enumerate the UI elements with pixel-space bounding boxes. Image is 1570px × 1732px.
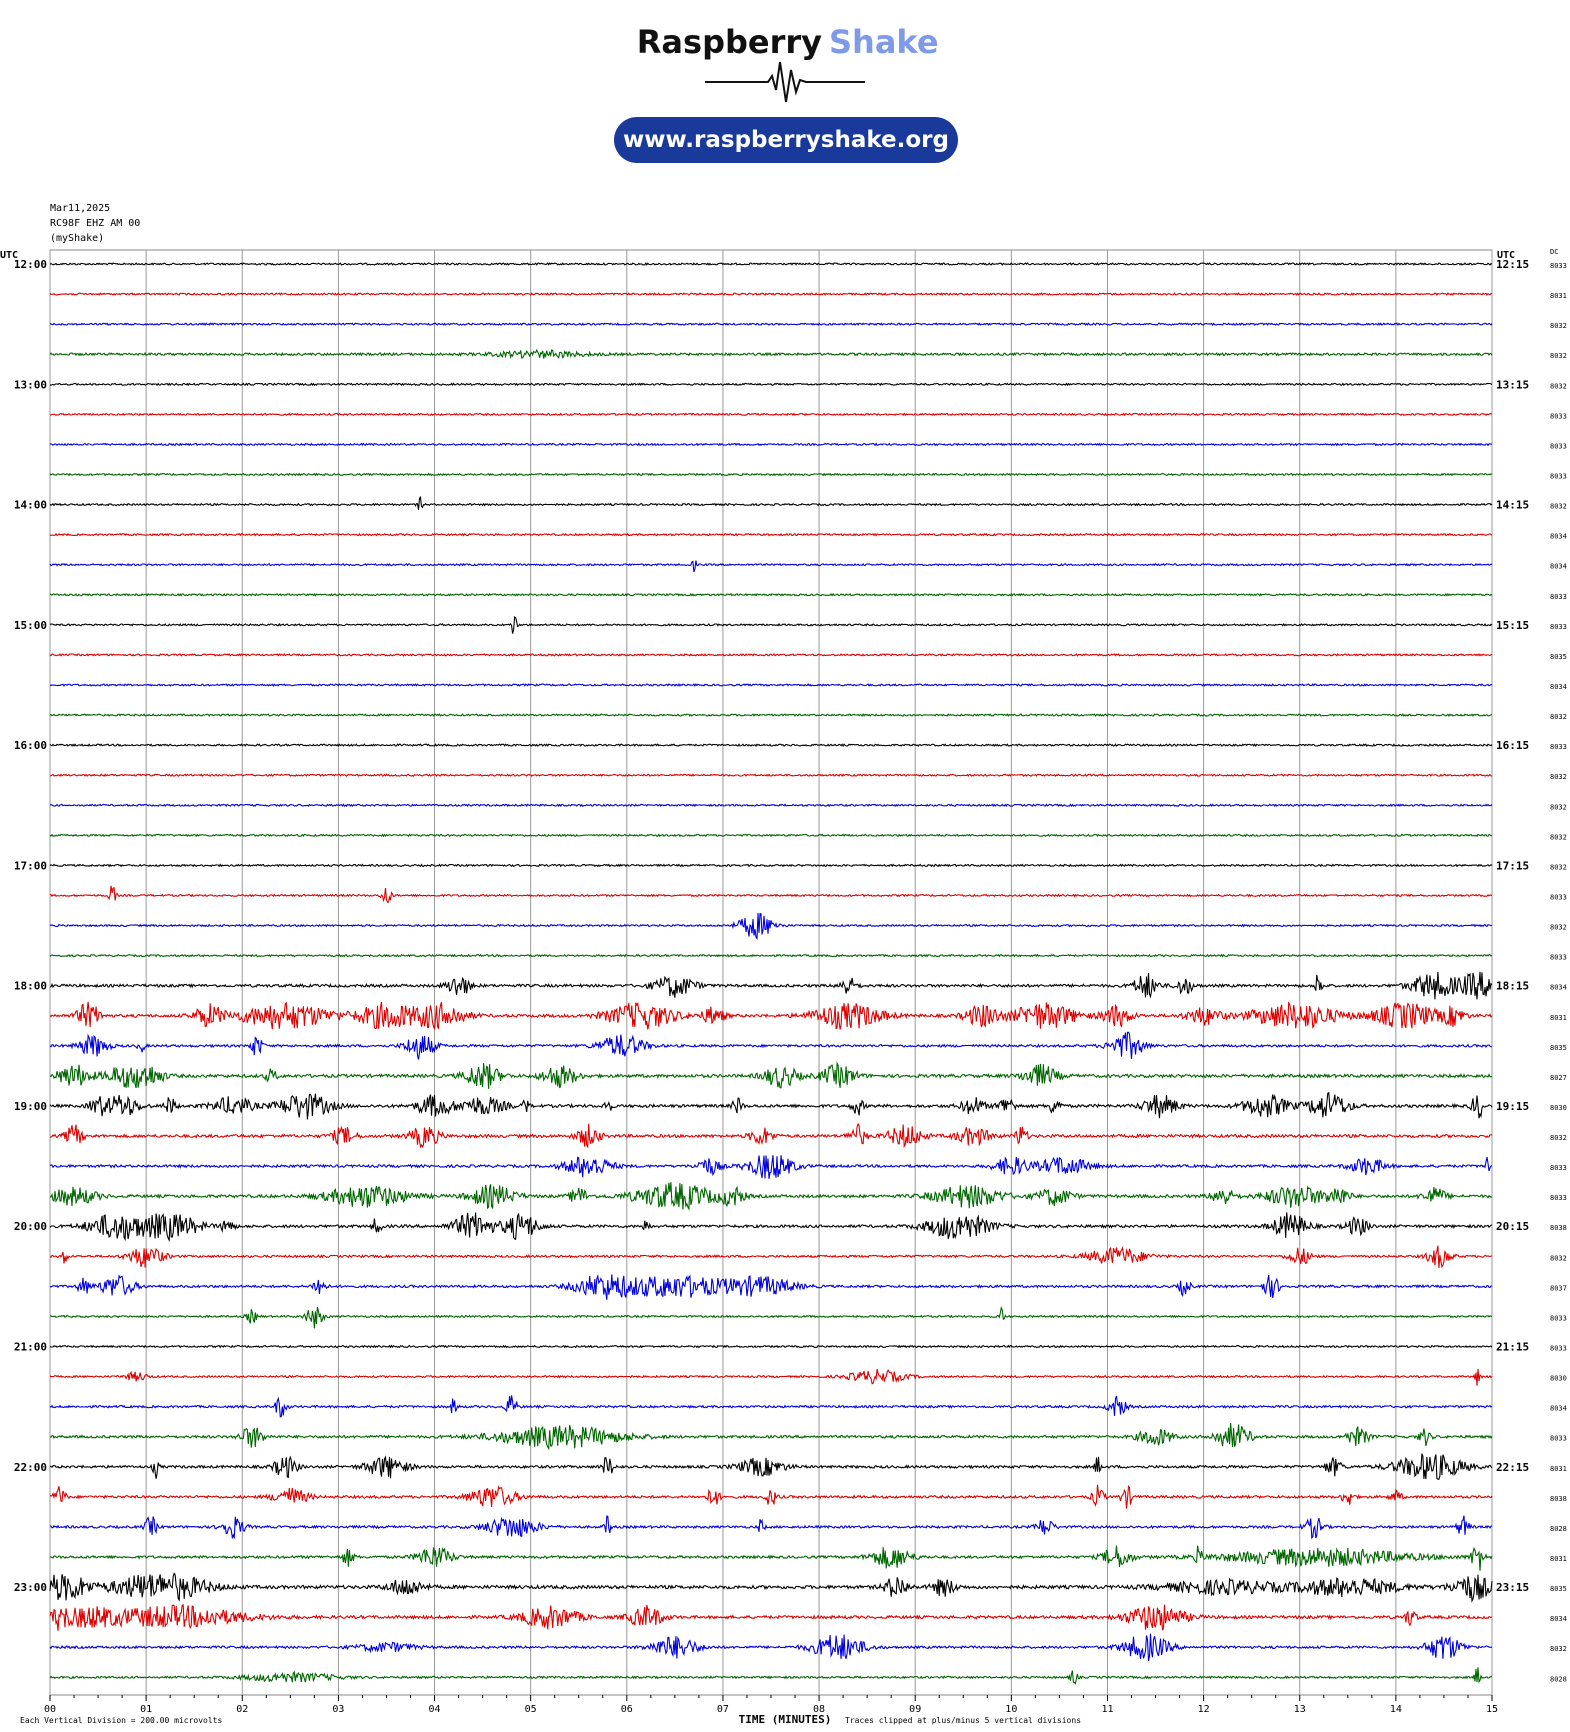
right-time-label: 23:15 (1496, 1581, 1530, 1595)
x-tick-label: 15 (1485, 1704, 1499, 1715)
dc-offset-label: 8033 (1550, 1194, 1567, 1203)
trace-row (50, 955, 1492, 957)
trace-row (50, 293, 1492, 295)
dc-offset-label: 8030 (1550, 1374, 1567, 1383)
brand-name-accent: Shake (829, 23, 939, 61)
left-time-label: 14:00 (13, 498, 47, 512)
trace-row (50, 1634, 1492, 1661)
dc-offset-label: 8031 (1550, 292, 1567, 301)
x-tick-label: 14 (1389, 1704, 1402, 1715)
dc-offset-label: 8034 (1550, 562, 1567, 571)
trace-row (50, 1063, 1492, 1089)
dc-offset-label: 8027 (1550, 1073, 1567, 1082)
trace-row (50, 497, 1492, 510)
trace-row (50, 865, 1492, 867)
dc-offset-label: 8033 (1550, 743, 1567, 752)
x-tick-label: 04 (428, 1704, 441, 1715)
dc-offset-label: 8038 (1550, 1224, 1567, 1233)
x-tick-label: 05 (524, 1704, 537, 1715)
brand-name-primary: Raspberry (636, 23, 822, 61)
dc-offset-label: 8033 (1550, 1344, 1567, 1353)
trace-row (50, 774, 1492, 776)
right-time-label: 21:15 (1496, 1340, 1530, 1354)
right-axis-title: UTC (1497, 250, 1516, 261)
x-tick-label: 01 (140, 1704, 153, 1715)
trace-row (50, 1246, 1492, 1268)
trace-row (50, 684, 1492, 686)
left-time-label: 23:00 (13, 1581, 47, 1595)
trace-row (50, 1667, 1492, 1683)
dc-offset-label: 8034 (1550, 983, 1567, 992)
right-time-label: 12:15 (1496, 258, 1530, 271)
clip-note: Traces clipped at plus/minus 5 vertical divisions (845, 1716, 1082, 1725)
left-time-label: 20:00 (13, 1220, 47, 1234)
trace-row (50, 1546, 1492, 1571)
helicorder-plot (0, 240, 1570, 1732)
trace-row (50, 1346, 1492, 1348)
x-tick-label: 12 (1197, 1704, 1210, 1715)
trace-row (50, 1573, 1492, 1600)
x-tick-label: 06 (620, 1704, 633, 1715)
dc-offset-label: 8034 (1550, 682, 1567, 691)
dc-offset-label: 8032 (1550, 352, 1567, 361)
trace-row (50, 1274, 1492, 1299)
left-time-label: 21:00 (13, 1340, 47, 1354)
dc-offset-label: 8031 (1550, 1464, 1567, 1473)
trace-row (50, 383, 1492, 385)
x-tick-label: 00 (43, 1704, 57, 1715)
dc-column-title: DC (1550, 248, 1559, 256)
x-tick-label: 03 (332, 1704, 345, 1715)
plot-frame (50, 250, 1492, 1695)
dc-offset-label: 8032 (1550, 773, 1567, 782)
trace-row (50, 1155, 1492, 1179)
trace-row (50, 1395, 1492, 1416)
seismogram-icon (705, 62, 865, 102)
trace-row (50, 834, 1492, 836)
right-time-label: 13:15 (1496, 378, 1530, 392)
dc-offset-label: 8038 (1550, 1494, 1567, 1503)
network-name: (myShake) (50, 233, 105, 244)
left-time-label: 16:00 (13, 739, 47, 753)
dc-offset-label: 8033 (1550, 953, 1567, 962)
recording-date: Mar11,2025 (50, 203, 111, 214)
dc-offset-label: 8034 (1550, 1615, 1567, 1624)
dc-offset-label: 8032 (1550, 803, 1567, 812)
dc-offset-label: 8033 (1550, 1434, 1567, 1443)
trace-row (50, 594, 1492, 596)
trace-row (50, 534, 1492, 536)
dc-offset-label: 8034 (1550, 532, 1567, 541)
trace-row (50, 444, 1492, 446)
dc-offset-label: 8033 (1550, 1314, 1567, 1323)
left-time-label: 18:00 (13, 979, 47, 993)
dc-offset-label: 8032 (1550, 382, 1567, 391)
dc-offset-label: 8032 (1550, 923, 1567, 932)
x-axis-title: TIME (MINUTES) (738, 1713, 832, 1726)
right-time-label: 19:15 (1496, 1099, 1530, 1113)
trace-row (50, 913, 1492, 938)
dc-offset-label: 8035 (1550, 1043, 1567, 1052)
left-time-label: 22:00 (13, 1460, 47, 1474)
trace-row (50, 323, 1492, 325)
left-time-label: 17:00 (13, 859, 47, 873)
right-time-label: 14:15 (1496, 498, 1530, 512)
dc-offset-label: 8028 (1550, 1524, 1567, 1533)
trace-row (50, 350, 1492, 358)
dc-offset-label: 8033 (1550, 442, 1567, 451)
dc-offset-label: 8032 (1550, 322, 1567, 331)
dc-offset-label: 8032 (1550, 502, 1567, 511)
dc-offset-label: 8032 (1550, 1134, 1567, 1143)
left-time-label: 12:00 (13, 258, 47, 271)
dc-offset-label: 8032 (1550, 833, 1567, 842)
trace-row (50, 1369, 1492, 1386)
x-tick-label: 02 (236, 1704, 249, 1715)
right-time-label: 15:15 (1496, 618, 1530, 632)
left-time-label: 13:00 (13, 378, 47, 392)
dc-offset-label: 8033 (1550, 1164, 1567, 1173)
trace-row (50, 1516, 1492, 1539)
right-time-label: 20:15 (1496, 1220, 1530, 1234)
trace-row (50, 617, 1492, 634)
dc-offset-label: 8032 (1550, 1645, 1567, 1654)
dc-offset-label: 8028 (1550, 1675, 1567, 1684)
trace-row (50, 804, 1492, 806)
x-tick-label: 11 (1101, 1704, 1114, 1715)
trace-row (50, 263, 1492, 265)
x-tick-label: 07 (716, 1704, 729, 1715)
dc-offset-label: 8032 (1550, 863, 1567, 872)
x-tick-label: 09 (909, 1704, 922, 1715)
left-time-label: 15:00 (13, 618, 47, 632)
dc-offset-label: 8035 (1550, 652, 1567, 661)
dc-offset-label: 8037 (1550, 1284, 1567, 1293)
dc-offset-label: 8034 (1550, 1404, 1567, 1413)
trace-row (50, 1454, 1492, 1480)
dc-offset-label: 8033 (1550, 472, 1567, 481)
right-time-label: 16:15 (1496, 739, 1530, 753)
trace-row (50, 414, 1492, 416)
website-url[interactable]: www.raspberryshake.org (623, 127, 949, 153)
trace-row (50, 972, 1492, 1000)
dc-offset-label: 8033 (1550, 893, 1567, 902)
trace-row (50, 1485, 1492, 1509)
trace-row (50, 1032, 1492, 1059)
x-tick-label: 13 (1293, 1704, 1306, 1715)
right-time-label: 18:15 (1496, 979, 1530, 993)
dc-offset-label: 8032 (1550, 1254, 1567, 1263)
scale-note: Each Vertical Division = 200.00 microvolts (20, 1716, 223, 1725)
dc-offset-label: 8033 (1550, 412, 1567, 421)
trace-row (50, 1423, 1492, 1449)
trace-row (50, 1093, 1492, 1120)
trace-row (50, 474, 1492, 476)
raspberry-shake-logo (0, 0, 1570, 180)
dc-offset-label: 8033 (1550, 622, 1567, 631)
dc-offset-label: 8032 (1550, 713, 1567, 722)
left-axis-title: UTC (0, 250, 19, 261)
trace-row (50, 1002, 1492, 1030)
dc-offset-label: 8031 (1550, 1013, 1567, 1022)
x-tick-label: 10 (1005, 1704, 1018, 1715)
dc-offset-label: 8031 (1550, 1555, 1567, 1564)
x-tick-label: 08 (813, 1704, 826, 1715)
dc-offset-label: 8033 (1550, 262, 1567, 270)
trace-row (50, 886, 1492, 902)
station-code: RC98F EHZ AM 00 (50, 218, 141, 229)
dc-offset-label: 8035 (1550, 1585, 1567, 1594)
trace-row (50, 1124, 1492, 1147)
trace-row (50, 654, 1492, 656)
trace-row (50, 714, 1492, 716)
trace-row (50, 1182, 1492, 1209)
dc-offset-label: 8033 (1550, 592, 1567, 601)
trace-row (50, 744, 1492, 746)
trace-row (50, 1605, 1492, 1631)
right-time-label: 22:15 (1496, 1460, 1530, 1474)
dc-offset-label: 8030 (1550, 1103, 1567, 1112)
right-time-label: 17:15 (1496, 859, 1530, 873)
left-time-label: 19:00 (13, 1099, 47, 1113)
trace-row (50, 1212, 1492, 1240)
trace-row (50, 1307, 1492, 1328)
trace-row (50, 561, 1492, 572)
